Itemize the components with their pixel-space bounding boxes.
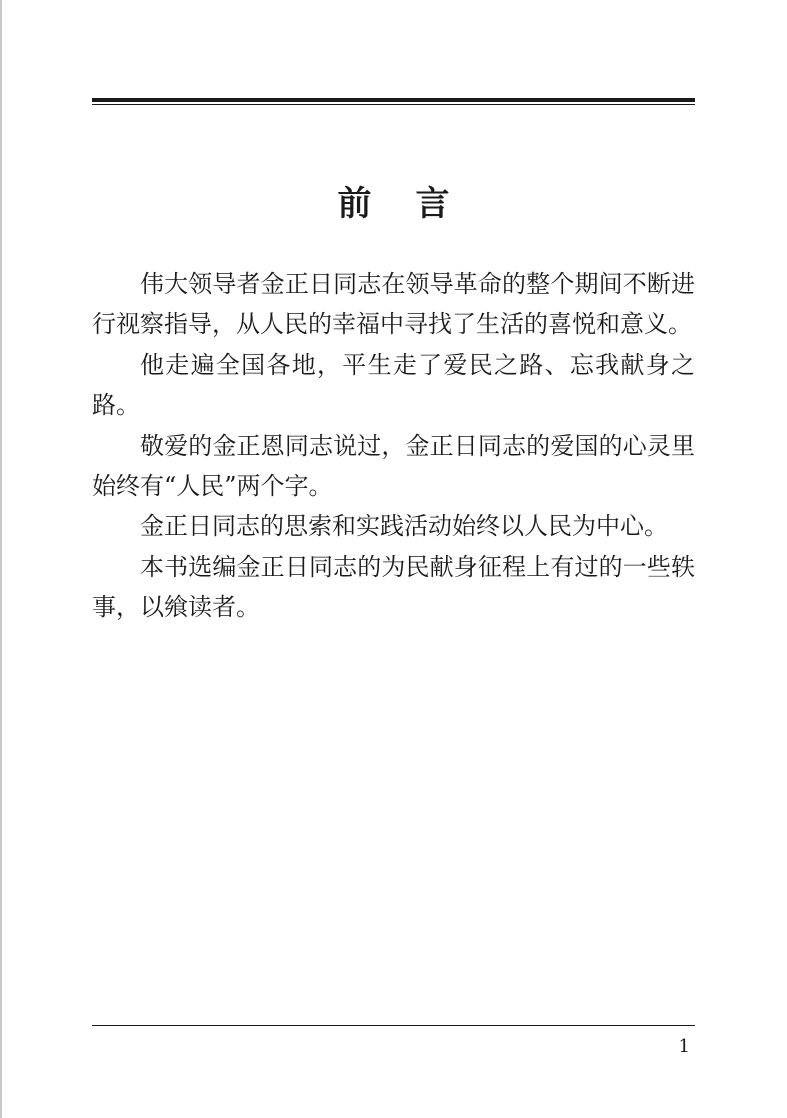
paragraph-3: 敬爱的金正恩同志说过，金正日同志的爱国的心灵里始终有“人民”两个字。: [92, 431, 695, 501]
footer-rule: [92, 1025, 695, 1026]
paragraph-1: 伟大领导者金正日同志在领导革命的整个期间不断进行视察指导，从人民的幸福中寻找了生活的喜悦和意义。: [92, 270, 695, 339]
page-number: 1: [678, 1036, 690, 1057]
header-rule-thick: [92, 98, 695, 102]
paragraph-5: 本书选编金正日同志的为民献身征程上有过的一些轶事，以飨读者。: [92, 552, 695, 622]
preface-body: [92, 264, 695, 628]
paragraph-4: 金正日同志的思索和实践活动始终以人民为中心。: [140, 512, 668, 541]
page-title: 前言: [337, 184, 494, 224]
page-left-edge: [0, 0, 2, 1118]
paragraph-2: 他走遍全国各地，平生走了爱民之路、忘我献身之路。: [92, 350, 695, 420]
header-rule-thin: [92, 104, 695, 105]
